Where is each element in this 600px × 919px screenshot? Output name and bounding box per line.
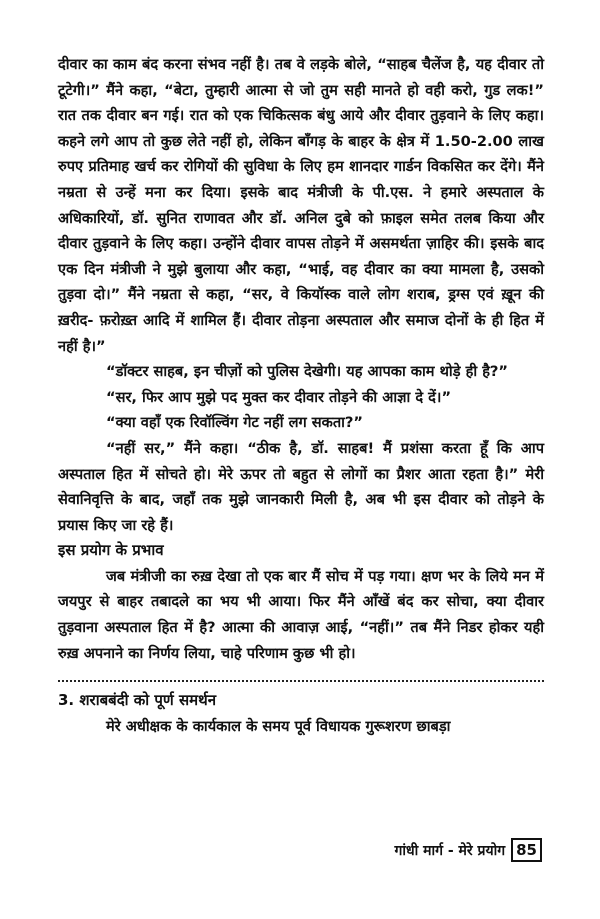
page-body bbox=[58, 52, 544, 739]
section-heading-effects: इस प्रयोग के प्रभाव bbox=[58, 541, 164, 560]
page-number: 85 bbox=[511, 838, 542, 862]
paragraph-prohibition-start: मेरे अधीक्षक के कार्यकाल के समय पूर्व विधायक गुरूशरण छाबड़ा bbox=[106, 717, 451, 735]
paragraph-revolving-gate: “क्या वहाँ एक रिवॉल्विंग गेट नहीं लग सकता?” bbox=[106, 414, 364, 432]
page-footer bbox=[395, 838, 543, 862]
paragraph-resign-offer: “सर, फिर आप मुझे पद मुक्त कर दीवार तोड़ने की आज्ञा दे दें।” bbox=[106, 388, 452, 406]
section-heading-prohibition: 3. शराबबंदी को पूर्ण समर्थन bbox=[58, 691, 217, 710]
paragraph-doctor-reply: “डॉक्टर साहब, इन चीज़ों को पुलिस देखेगी। यह आपका काम थोड़े ही है?” bbox=[106, 363, 509, 381]
paragraph-effects: जब मंत्रीजी का रुख़ देखा तो एक बार मैं सोच में पड़ गया। क्षण भर के लिये मन में जयपुर से बाहर तबादले का भय भी आया। फिर मैंने आँखें बंद कर सोचा, क्या दीवार तुड़वाना अस्पताल हित में है? आत्मा की आवाज़ आई, “नहीं।” तब मैंने निडर होकर यही रुख़ अपनाने का निर्णय लिया, चाहे परिणाम कुछ भी हो। bbox=[58, 567, 544, 662]
paragraph-wall-story: दीवार का काम बंद करना संभव नहीं है। तब वे लड़के बोले, “साहब चैलेंज है, यह दीवार तो टूटेगी।” मैंने कहा, “बेटा, तुम्हारी आत्मा से जो तुम सही मानते हो वही करो, गुड लक!” रात तक दीवार बन गई। रात को एक चिकित्सक बंधु आये और दीवार तुड़वाने के लिए कहा। कहने लगे आप तो कुछ लेते नहीं हो, लेकिन बाँगड़ के बाहर के क्षेत्र में 1.50-2.00 लाख रुपए प्रतिमाह खर्च कर रोगियों की सुविधा के लिए हम शानदार गार्डन विकसित कर देंगे। मैंने नम्रता से उन्हें मना कर दिया। इसके बाद मंत्रीजी के पी.एस. ने हमारे अस्पताल के अधिकारियों, डॉ. सुनित राणावत और डॉ. अनिल दुबे को फ़ाइल समेत तलब किया और दीवार तुड़वाने के लिए कहा। उन्होंने दीवार वापस तोड़ने में असमर्थता ज़ाहिर की। इसके बाद एक दिन मंत्रीजी ने मुझे बुलाया और कहा, “भाई, वह दीवार का क्या मामला है, उसको तुड़वा दो।” मैंने नम्रता से कहा, “सर, वे कियॉस्क वाले लोग शराब, ड्रग्स एवं ख़ून की ख़रीद- फ़रोख़्त आदि में शामिल हैं। दीवार तोड़ना अस्पताल और समाज दोनों के ही हित में नहीं है।” bbox=[58, 56, 544, 355]
running-title: गांधी मार्ग - मेरे प्रयोग bbox=[394, 842, 506, 859]
dotted-divider bbox=[58, 676, 544, 682]
paragraph-no-sir: “नहीं सर,” मैंने कहा। “ठीक है, डॉ. साहब! मैं प्रशंसा करता हूँ कि आप अस्पताल हित में सोचते हो। मेरे ऊपर तो बहुत से लोगों का प्रैशर आता रहता है।” मेरी सेवानिवृत्ति के बाद, जहाँ तक मुझे जानकारी मिली है, अब भी इस दीवार को तोड़ने के प्रयास किए जा रहे हैं। bbox=[58, 439, 544, 534]
